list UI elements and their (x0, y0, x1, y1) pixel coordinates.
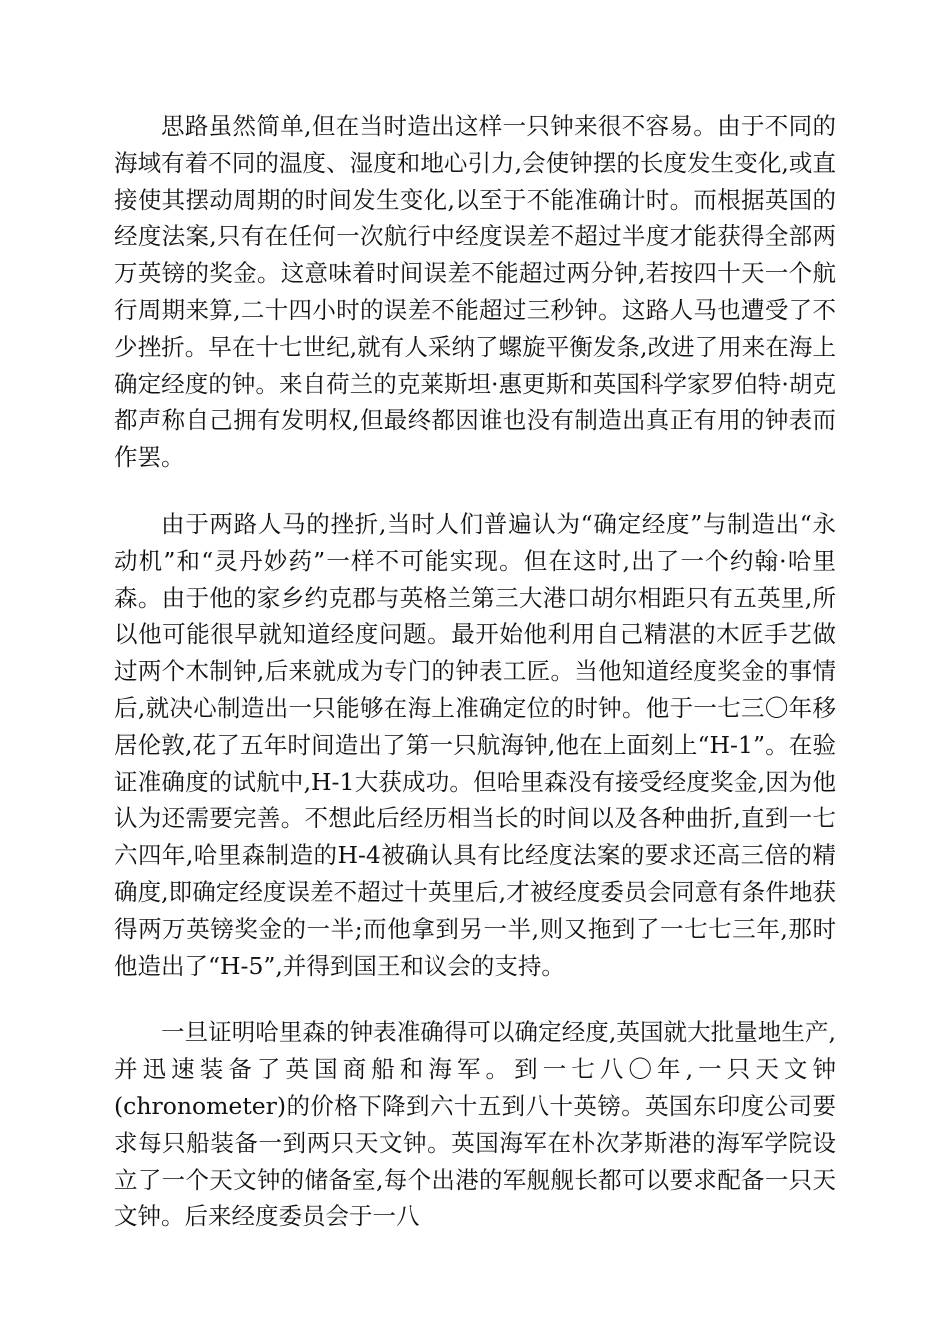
paragraph-chronometer-production: 一旦证明哈里森的钟表准确得可以确定经度,英国就大批量地生产,并迅速装备了英国商船和海军。到一七八〇年,一只天文钟(chronometer)的价格下降到六十五到八十英镑。英国东印度公司要求每只船装备一到两只天文钟。英国海军在朴次茅斯港的海军学院设立了一个天文钟的储备室,每个出港的军舰舰长都可以要求配备一只天文钟。后来经度委员会于一八 (114, 1018, 836, 1231)
paragraph-john-harrison: 由于两路人马的挫折,当时人们普遍认为“确定经度”与制造出“永动机”和“灵丹妙药”一样不可能实现。但在这时,出了一个约翰·哈里森。由于他的家乡约克郡与英格兰第三大港口胡尔相距只有五英里,所以他可能很早就知道经度问题。最开始他利用自己精湛的木匠手艺做过两个木制钟,后来就成为专门的钟表工匠。当他知道经度奖金的事情后,就决心制造出一只能够在海上准确定位的时钟。他于一七三〇年移居伦敦,花了五年时间造出了第一只航海钟,他在上面刻上“H-1”。在验证准确度的试航中,H-1大获成功。但哈里森没有接受经度奖金,因为他认为还需要完善。不想此后经历相当长的时间以及各种曲折,直到一七六四年,哈里森制造的H-4被确认具有比经度法案的要求还高三倍的精确度,即确定经度误差不超过十英里后,才被经度委员会同意有条件地获得两万英镑奖金的一半;而他拿到另一半,则又拖到了一七七三年,那时他造出了“H-5”,并得到国王和议会的支持。 (114, 509, 836, 980)
document-page (114, 108, 836, 1235)
paragraph-clock-difficulties: 思路虽然简单,但在当时造出这样一只钟来很不容易。由于不同的海域有着不同的温度、湿度和地心引力,会使钟摆的长度发生变化,或直接使其摆动周期的时间发生变化,以至于不能准确计时。而根据英国的经度法案,只有在任何一次航行中经度误差不超过半度才能获得全部两万英镑的奖金。这意味着时间误差不能超过两分钟,若按四十天一个航行周期来算,二十四小时的误差不能超过三秒钟。这路人马也遭受了不少挫折。早在十七世纪,就有人采纳了螺旋平衡发条,改进了用来在海上确定经度的钟。来自荷兰的克莱斯坦·惠更斯和英国科学家罗伯特·胡克都声称自己拥有发明权,但最终都因谁也没有制造出真正有用的钟表而作罢。 (114, 112, 836, 472)
